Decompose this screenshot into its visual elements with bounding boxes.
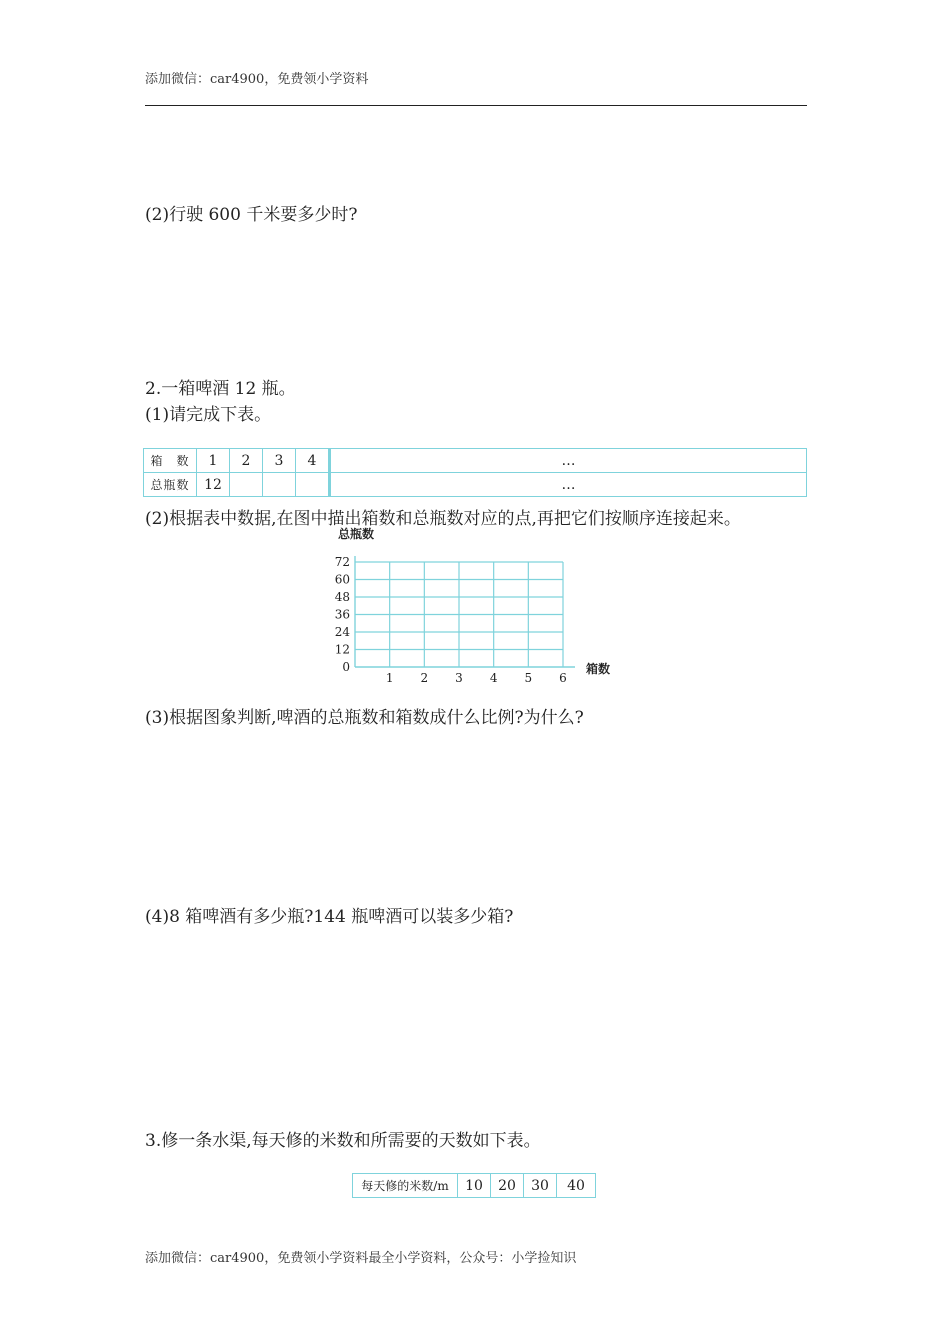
y-axis-label: 总瓶数 — [338, 527, 375, 541]
table-cell — [296, 473, 329, 497]
x-tick-label: 4 — [489, 671, 498, 685]
x-tick-labels — [386, 671, 567, 685]
table-cell: 每天修的米数/m — [353, 1174, 458, 1198]
q2-title: 2.一箱啤酒 12 瓶。 — [145, 379, 296, 399]
q2-part4: (4)8 箱啤酒有多少瓶?144 瓶啤酒可以装多少箱? — [145, 907, 514, 927]
header-text: 添加微信：car4900，免费领小学资料 — [145, 72, 369, 87]
chart-axes — [355, 556, 575, 667]
x-tick-label: 1 — [385, 671, 394, 685]
table-cell: … — [331, 449, 807, 473]
footer-text: 添加微信：car4900，免费领小学资料最全小学资料，公众号：小学捡知识 — [145, 1251, 577, 1266]
table-cell: 30 — [524, 1174, 557, 1198]
q2-part3: (3)根据图象判断,啤酒的总瓶数和箱数成什么比例?为什么? — [145, 708, 584, 728]
table-cell: 1 — [197, 449, 230, 473]
x-tick-label: 5 — [524, 671, 533, 685]
y-tick-labels — [335, 555, 351, 674]
table-row — [144, 449, 807, 473]
q1-part2: (2)行驶 600 千米要多少时? — [145, 205, 358, 225]
q3-table — [352, 1173, 596, 1198]
table-cell: 40 — [557, 1174, 596, 1198]
grid-chart — [320, 518, 630, 688]
table-cell: 2 — [230, 449, 263, 473]
q2-table — [143, 448, 807, 497]
q3-title: 3.修一条水渠,每天修的米数和所需要的天数如下表。 — [145, 1131, 541, 1151]
y-tick-label: 36 — [334, 607, 350, 622]
y-tick-label: 48 — [334, 590, 350, 604]
x-axis-label: 箱数 — [586, 662, 611, 676]
x-tick-label: 3 — [455, 671, 463, 685]
table-row — [144, 473, 807, 497]
q2-part1: (1)请完成下表。 — [145, 405, 272, 425]
table-cell: 箱 数 — [144, 449, 197, 473]
y-tick-label: 60 — [334, 572, 350, 587]
y-tick-label: 12 — [334, 642, 350, 657]
table-cell — [230, 473, 263, 497]
table-row — [353, 1174, 596, 1198]
chart-grid — [355, 562, 563, 667]
table-cell: … — [331, 473, 807, 497]
table-cell: 4 — [296, 449, 329, 473]
table-cell: 3 — [263, 449, 296, 473]
table-cell: 12 — [197, 473, 230, 497]
table-cell — [263, 473, 296, 497]
y-tick-label: 72 — [334, 555, 350, 569]
table-cell: 总瓶数 — [144, 473, 197, 497]
table-cell: 10 — [458, 1174, 491, 1198]
x-tick-label: 6 — [559, 671, 567, 685]
x-tick-label: 2 — [420, 671, 429, 685]
y-tick-label: 0 — [342, 660, 350, 674]
q2-part2: (2)根据表中数据,在图中描出箱数和总瓶数对应的点,再把它们按顺序连接起来。 — [145, 509, 741, 529]
table-cell: 20 — [491, 1174, 524, 1198]
header-rule — [145, 105, 807, 106]
y-tick-label: 24 — [334, 625, 350, 639]
